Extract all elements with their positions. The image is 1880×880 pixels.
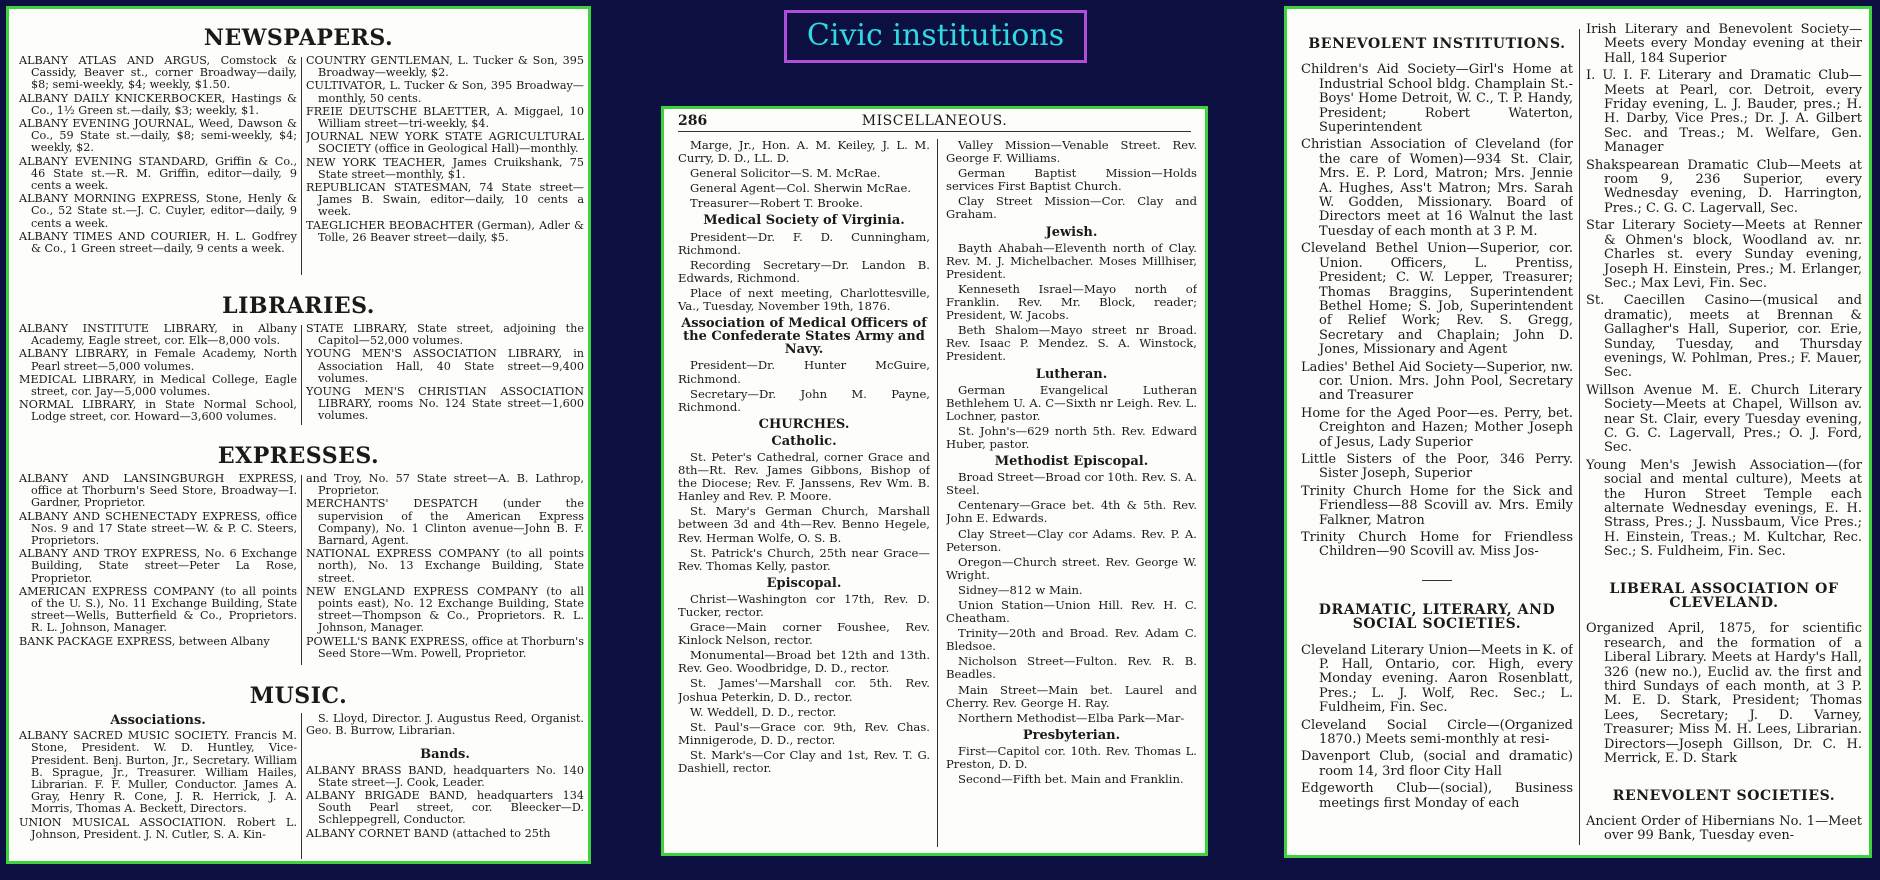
directory-entry: ALBANY BRIGADE BAND, headquarters 134 South Pearl street, cor. Bleecker—D. Schleppegrell, Conductor. xyxy=(306,789,584,827)
section-heading: Episcopal. xyxy=(766,575,842,591)
middle-document-panel xyxy=(661,106,1208,856)
directory-entry: POWELL'S BANK EXPRESS, office at Thorburn's Seed Store—Wm. Powell, Proprietor. xyxy=(306,634,584,660)
directory-entry: First—Capitol cor. 10th. Rev. Thomas L. Preston, D. D. xyxy=(946,743,1197,772)
directory-entry: Christian Association of Cleveland (for the care of Women)—934 St. Clair, Mrs. E. P. Lord, Matron; Mrs. Jennie A. Hughes, Ass't Matron; Mrs. Sarah W. Godden, Missionary. Board of Directors meet at 16 Walnut the last Tuesday of each month at 3 P. M. xyxy=(1301,137,1573,239)
directory-entry: St. Patrick's Church, 25th near Grace—Rev. Thomas Kelly, pastor. xyxy=(678,545,930,573)
directory-entry: St. John's—629 north 5th. Rev. Edward Huber, pastor. xyxy=(946,423,1197,451)
directory-entry: President—Dr. F. D. Cunningham, Richmond. xyxy=(678,229,930,257)
right-left-column xyxy=(1301,23,1573,855)
expresses-heading: EXPRESSES. xyxy=(217,443,380,469)
directory-entry: TAEGLICHER BEOBACHTER (German), Adler & Tolle, 26 Beaver street—daily, $5. xyxy=(306,218,584,244)
page-banner-title: Civic institutions xyxy=(784,10,1087,63)
directory-entry: Kenneseth Israel—Mayo north of Franklin. Rev. Mr. Block, reader; President, W. Jacobs. xyxy=(946,281,1197,323)
directory-entry: ALBANY MORNING EXPRESS, Stone, Henly & Co., 52 State st.—J. C. Cuyler, editor—daily, 9 cents a week. xyxy=(19,192,297,230)
directory-entry: NEW YORK TEACHER, James Cruikshank, 75 State street—monthly, $1. xyxy=(306,155,584,181)
directory-entry: MEDICAL LIBRARY, in Medical College, Eagle street, cor. Jay—5,000 volumes. xyxy=(19,372,297,399)
directory-entry: FREIE DEUTSCHE BLAETTER, A. Miggael, 10 William street—tri-weekly, $4. xyxy=(306,104,584,131)
page-number: 286 xyxy=(678,113,708,129)
directory-entry: Cleveland Social Circle—(Organized 1870.) Meets semi-monthly at resi- xyxy=(1301,717,1573,748)
right-right-column xyxy=(1586,23,1862,855)
directory-entry: COUNTRY GENTLEMAN, L. Tucker & Son, 395 Broadway—weekly, $2. xyxy=(306,55,584,80)
directory-entry: YOUNG MEN'S CHRISTIAN ASSOCIATION LIBRARY, rooms No. 124 State street—1,600 volumes. xyxy=(306,385,584,423)
newspapers-heading: NEWSPAPERS. xyxy=(203,25,394,51)
associations-subheading: Associations. xyxy=(110,713,206,728)
music-left-column xyxy=(19,711,297,861)
directory-entry: Home for the Aged Poor—es. Perry, bet. Creighton and Hazen; Mother Joseph of Jesus, Lady Superior xyxy=(1301,405,1573,450)
directory-entry: St. Mary's German Church, Marshall between 3d and 4th—Rev. Benno Hegele, Rev. Herman Wolfe, O. S. B. xyxy=(678,504,930,545)
section-heading: DRAMATIC, LITERARY, AND SOCIAL SOCIETIES. xyxy=(1318,601,1556,633)
directory-entry: ALBANY ATLAS AND ARGUS, Comstock & Cassidy, Beaver st., corner Broadway—daily, $8; semi-weekly, $4; weekly, $1.50. xyxy=(19,55,297,92)
directory-entry: Bayth Ahabah—Eleventh north of Clay. Rev. M. J. Michelbacher. Moses Millhiser, President. xyxy=(946,240,1197,281)
directory-entry: St. Peter's Cathedral, corner Grace and 8th—Rt. Rev. James Gibbons, Bishop of the Diocese; Rev. F. Janssens, Rev Wm. B. Hanley and Rev. P. Moore. xyxy=(678,449,930,504)
section-heading: Methodist Episcopal. xyxy=(994,454,1149,470)
directory-entry: Nicholson Street—Fulton. Rev. R. B. Beadles. xyxy=(946,654,1197,682)
directory-entry: Main Street—Main bet. Laurel and Cherry. Rev. George H. Ray. xyxy=(946,682,1197,710)
directory-entry: Young Men's Jewish Association—(for social and mental culture), Meets at the Huron Street Temple each alternate Wednesday evenings, E. H. Strass, Pres.; J. Nussbaum, Vice Pres.; H. Einstein, Treas.; M. Kultchar, Rec. Sec.; S. Fuldheim, Fin. Sec. xyxy=(1586,457,1862,560)
column-divider xyxy=(301,57,302,275)
bands-list xyxy=(306,765,584,840)
directory-entry: ALBANY EVENING JOURNAL, Weed, Dawson & Co., 59 State st.—daily, $8; semi-weekly, $4; weekly, $2. xyxy=(19,117,297,155)
directory-entry: Trinity Church Home for Friendless Children—90 Scovill av. Miss Jos- xyxy=(1301,530,1573,560)
directory-entry: Marge, Jr., Hon. A. M. Keiley, J. L. M. Curry, D. D., LL. D. xyxy=(678,139,930,166)
directory-entry: ALBANY LIBRARY, in Female Academy, North Pearl street—5,000 volumes. xyxy=(19,347,297,373)
directory-entry: ALBANY INSTITUTE LIBRARY, in Albany Academy, Eagle street, cor. Elk—8,000 vols. xyxy=(19,323,297,348)
libraries-heading: LIBRARIES. xyxy=(222,293,375,319)
directory-entry: Clay Street Mission—Cor. Clay and Graham. xyxy=(946,194,1197,222)
running-header xyxy=(678,113,1191,132)
directory-entry: ALBANY DAILY KNICKERBOCKER, Hastings & Co., 1½ Green st.—daily, $3; weekly, $1. xyxy=(19,91,297,117)
directory-entry: Irish Literary and Benevolent Society—Meets every Monday evening at their Hall, 184 Superior xyxy=(1586,23,1862,66)
directory-entry: Christ—Washington cor 17th, Rev. D. Tucker, rector. xyxy=(678,591,930,619)
column-divider xyxy=(1579,29,1580,845)
directory-entry: Little Sisters of the Poor, 346 Perry. Sister Joseph, Superior xyxy=(1301,451,1573,482)
directory-entry: Grace—Main corner Foushee, Rev. Kinlock Nelson, rector. xyxy=(678,620,930,648)
newspapers-left-column xyxy=(19,55,297,275)
directory-entry: ALBANY AND LANSINGBURGH EXPRESS, office at Thorburn's Seed Store, Broadway—I. Gardner, Proprietor. xyxy=(19,473,297,510)
directory-entry: UNION MUSICAL ASSOCIATION. Robert L. Johnson, President. J. N. Cutler, S. A. Kin- xyxy=(19,815,297,841)
section-heading: Presbyterian. xyxy=(1022,727,1121,743)
directory-entry: Trinity Church Home for the Sick and Friendless—88 Scovill av. Mrs. Emily Falkner, Matron xyxy=(1301,483,1573,528)
directory-entry: Edgeworth Club—(social), Business meetings first Monday of each xyxy=(1301,781,1573,811)
directory-entry: Treasurer—Robert T. Brooke. xyxy=(690,196,863,211)
directory-entry: Northern Methodist—Elba Park—Mar- xyxy=(958,710,1185,725)
section-divider xyxy=(1422,580,1452,581)
directory-entry: STATE LIBRARY, State street, adjoining the Capitol—52,000 volumes. xyxy=(306,323,584,348)
directory-entry: and Troy, No. 57 State street—A. B. Lathrop, Proprietor. xyxy=(306,473,584,498)
middle-right-column xyxy=(946,139,1197,853)
directory-entry: Oregon—Church street. Rev. George W. Wright. xyxy=(946,554,1197,582)
directory-entry: Star Literary Society—Meets at Renner & Ohmen's block, Woodland av. nr. Charles st. every Sunday evening, Joseph H. Einstein, Pres.; M. Erlanger, Sec.; Max Levi, Fin. Sec. xyxy=(1586,218,1862,291)
directory-entry: Broad Street—Broad cor 10th. Rev. S. A. Steel. xyxy=(946,470,1197,498)
directory-entry: German Baptist Mission—Holds services First Baptist Church. xyxy=(946,166,1197,194)
column-divider xyxy=(937,139,938,847)
middle-left-column xyxy=(678,139,930,853)
directory-entry: Valley Mission—Venable Street. Rev. George F. Williams. xyxy=(946,139,1197,166)
libraries-right-column xyxy=(306,323,584,433)
music-continued-entry: S. Lloyd, Director. J. Augustus Reed, Organist. Geo. B. Burrow, Librarian. xyxy=(306,713,584,738)
music-heading: MUSIC. xyxy=(249,683,348,709)
directory-entry: Davenport Club, (social and dramatic) room 14, 3rd floor City Hall xyxy=(1301,749,1573,779)
directory-entry: I. U. I. F. Literary and Dramatic Club—Meets at Pearl, cor. Detroit, every Friday evening, L. J. Bauder, pres.; H. H. Darby, Vice Pres.; Dr. J. A. Gilbert Sec. and Treas.; M. Welfare, Gen. Manager xyxy=(1586,68,1862,156)
expresses-right-column xyxy=(306,473,584,673)
directory-entry: Ancient Order of Hibernians No. 1—Meet over 99 Bank, Tuesday even- xyxy=(1586,813,1862,844)
directory-entry: St. Caecillen Casino—(musical and dramatic), meets at Brennan & Gallagher's Hall, Superior, cor. Erie, Sunday, Tuesday, and Thursday evenings, W. Pohlman, Pres.; F. Mauer, Sec. xyxy=(1586,293,1862,381)
column-divider xyxy=(301,325,302,425)
section-heading: Jewish. xyxy=(1045,224,1098,240)
directory-entry: Shakspearean Dramatic Club—Meets at room 9, 236 Superior, every Wednesday evening, D. Harrington, Pres.; C. G. C. Lagervall, Sec. xyxy=(1586,157,1862,216)
directory-entry: General Agent—Col. Sherwin McRae. xyxy=(690,181,912,196)
directory-entry: President—Dr. Hunter McGuire, Richmond. xyxy=(678,358,930,386)
bands-subheading: Bands. xyxy=(420,747,470,763)
expresses-left-column xyxy=(19,473,297,673)
directory-entry: Clay Street—Clay cor Adams. Rev. P. A. Peterson. xyxy=(946,526,1197,554)
directory-entry: ALBANY EVENING STANDARD, Griffin & Co., 46 State st.—R. M. Griffin, editor—daily, 9 cents a week. xyxy=(19,154,297,193)
left-document-panel xyxy=(6,6,591,864)
directory-entry: Place of next meeting, Charlottesville, Va., Tuesday, November 19th, 1876. xyxy=(678,285,930,314)
section-heading: Medical Society of Virginia. xyxy=(703,213,905,229)
directory-entry: German Evangelical Lutheran Bethlehem U. A. C—Sixth nr Leigh. Rev. L. Lochner, pastor. xyxy=(946,382,1197,423)
running-title: MISCELLANEOUS. xyxy=(861,113,1008,129)
directory-entry: Monumental—Broad bet 12th and 13th. Rev. Geo. Woodbridge, D. D., rector. xyxy=(678,648,930,676)
newspapers-right-column xyxy=(306,55,584,275)
directory-entry: Children's Aid Society—Girl's Home at Industrial School bldg. Champlain St.-Boys' Home Detroit, W. C., T. P. Handy, President; Robert Waterton, Superintendent xyxy=(1301,62,1573,136)
directory-entry: Centenary—Grace bet. 4th & 5th. Rev. John E. Edwards. xyxy=(946,498,1197,526)
directory-entry: Trinity—20th and Broad. Rev. Adam C. Bledsoe. xyxy=(946,626,1197,654)
directory-entry: Second—Fifth bet. Main and Franklin. xyxy=(958,772,1184,787)
section-heading: CHURCHES. xyxy=(758,416,850,432)
directory-entry: NORMAL LIBRARY, in State Normal School, Lodge street, cor. Howard—3,600 volumes. xyxy=(19,398,297,424)
directory-entry: Cleveland Bethel Union—Superior, cor. Union. Officers, L. Prentiss, President; C. W. Lepper, Treasurer; Thomas Braggins, Superintendent Bethel Home; S. Job, Superintendent of Relief Work; Rev. S. Gregg, Secretary and Chaplain; John D. Jones, Missionary and Agent xyxy=(1301,241,1573,358)
directory-entry: NEW ENGLAND EXPRESS COMPANY (to all points east), No. 12 Exchange Building, State street—Thompson & Co., Proprietors. R. L. Johnson, Manager. xyxy=(306,584,584,635)
directory-entry: NATIONAL EXPRESS COMPANY (to all points north), No. 13 Exchange Building, State street. xyxy=(306,547,584,585)
section-heading: LIBERAL ASSOCIATION OF CLEVELAND. xyxy=(1609,580,1839,612)
section-heading: RENEVOLENT SOCIETIES. xyxy=(1612,787,1836,804)
directory-entry: BANK PACKAGE EXPRESS, between Albany xyxy=(19,634,270,648)
directory-entry: ALBANY TIMES AND COURIER, H. L. Godfrey & Co., 1 Green street—daily, 9 cents a week. xyxy=(19,229,297,256)
directory-entry: ALBANY AND SCHENECTADY EXPRESS, office Nos. 9 and 17 State street—W. & P. C. Steers, Proprietors. xyxy=(19,509,297,548)
section-heading: BENEVOLENT INSTITUTIONS. xyxy=(1308,36,1566,52)
directory-entry: ALBANY BRASS BAND, headquarters No. 140 State street—J. Cook, Leader. xyxy=(306,763,584,789)
directory-entry: Cleveland Literary Union—Meets in K. of P. Hall, Ontario, cor. High, every Monday evening. Aaron Rosenblatt, Pres.; L. J. Wolf, Rec. Sec.; L. Fuldheim, Fin. Sec. xyxy=(1301,642,1573,716)
directory-entry: St. James'—Marshall cor. 5th. Rev. Joshua Peterkin, D. D., rector. xyxy=(678,676,930,704)
directory-entry: W. Weddell, D. D., rector. xyxy=(690,704,837,719)
directory-entry: ALBANY SACRED MUSIC SOCIETY. Francis M. Stone, President. W. D. Huntley, Vice-President. Benj. Burton, Jr., Secretary. William B. Sprague, Jr., Treasurer. William Hailes, Librarian. F. F. Muller, Conductor. James A. Gray, Henry R. Cone, J. R. Herrick, J. A. Morris, Thomas A. Beckett, Directors. xyxy=(19,729,297,816)
column-divider xyxy=(301,475,302,665)
libraries-left-column xyxy=(19,323,297,433)
directory-entry: General Solicitor—S. M. McRae. xyxy=(690,166,881,181)
directory-entry: ALBANY AND TROY EXPRESS, No. 6 Exchange Building, State street—Peter La Rose, Proprietor. xyxy=(19,547,297,585)
directory-entry: YOUNG MEN'S ASSOCIATION LIBRARY, in Association Hall, 40 State street—9,400 volumes. xyxy=(306,347,584,385)
directory-entry: Beth Shalom—Mayo street nr Broad. Rev. Isaac P. Mendez. S. A. Winstock, President. xyxy=(946,323,1197,364)
column-divider xyxy=(301,713,302,859)
directory-entry: St. Paul's—Grace cor. 9th, Rev. Chas. Minnigerode, D. D., rector. xyxy=(678,719,930,747)
directory-entry: AMERICAN EXPRESS COMPANY (to all points of the U. S.), No. 11 Exchange Building, State street—Wells, Butterfield & Co., Proprietors. R. L. Johnson, Manager. xyxy=(19,584,297,635)
directory-entry: REPUBLICAN STATESMAN, 74 State street—James B. Swain, editor—daily, 10 cents a week. xyxy=(306,181,584,219)
directory-entry: Union Station—Union Hill. Rev. H. C. Cheatham. xyxy=(946,598,1197,626)
directory-entry: ALBANY CORNET BAND (attached to 25th xyxy=(306,826,551,840)
right-document-panel xyxy=(1284,6,1872,858)
directory-entry: MERCHANTS' DESPATCH (under the supervision of the American Express Company), No. 1 Clinton avenue—John B. F. Barnard, Agent. xyxy=(306,497,584,548)
directory-entry: Organized April, 1875, for scientific research, and the formation of a Liberal Library. Meets at Hardy's Hall, 326 (new no.), Euclid av. the first and third Sundays of each month, at 3 P. M. E. D. Stark, President; Thomas Lees, Secretary; J. D. Varney, Treasurer; Miss M. H. Lees, Librarian. Directors—Joseph Gillson, Dr. C. H. Merrick, E. D. Stark xyxy=(1586,621,1862,767)
section-heading: Lutheran. xyxy=(1035,366,1108,382)
directory-entry: CULTIVATOR, L. Tucker & Son, 395 Broadway—monthly, 50 cents. xyxy=(306,79,584,105)
directory-entry: Ladies' Bethel Aid Society—Superior, nw. cor. Union. Mrs. John Pool, Secretary and Treasurer xyxy=(1301,359,1573,404)
music-associations-list xyxy=(19,730,297,841)
music-right-column xyxy=(306,713,584,863)
section-heading: Association of Medical Officers of the Confederate States Army and Navy. xyxy=(681,316,927,358)
directory-entry: Secretary—Dr. John M. Payne, Richmond. xyxy=(678,386,930,414)
directory-entry: Willson Avenue M. E. Church Literary Society—Meets at Chapel, Willson av. near St. Clair, every Tuesday evening, C. G. C. Lagervall, Pres.; O. J. Ford, Sec. xyxy=(1586,382,1862,456)
directory-entry: Recording Secretary—Dr. Landon B. Edwards, Richmond. xyxy=(678,257,930,285)
section-heading: Catholic. xyxy=(771,433,837,449)
directory-entry: St. Mark's—Cor Clay and 1st, Rev. T. G. Dashiell, rector. xyxy=(678,747,930,776)
directory-entry: Sidney—812 w Main. xyxy=(958,582,1083,597)
directory-entry: JOURNAL NEW YORK STATE AGRICULTURAL SOCIETY (office in Geological Hall)—monthly. xyxy=(306,130,584,156)
